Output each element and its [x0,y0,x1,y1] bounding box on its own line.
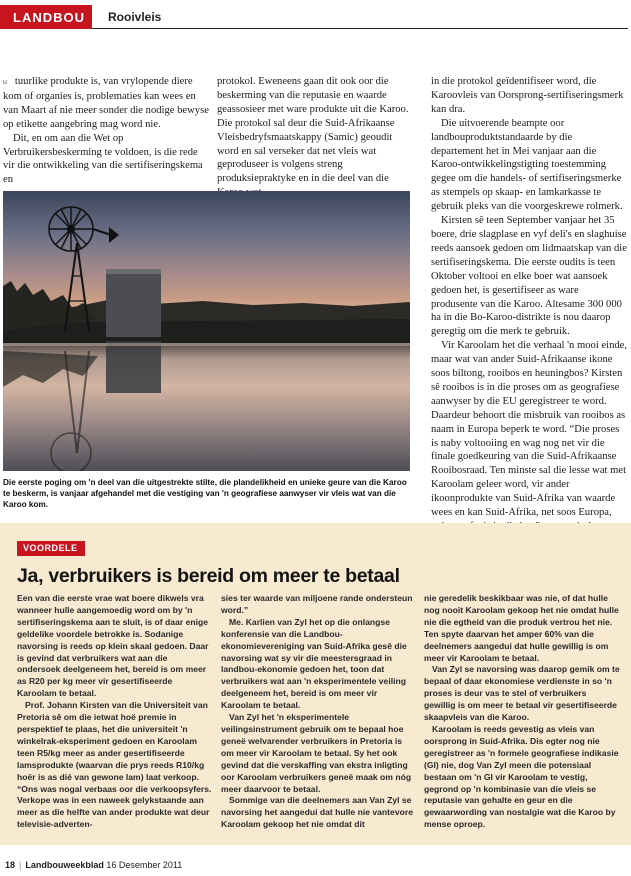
sidebar-paragraph: Me. Karlien van Zyl het op die onlangse konferensie van die Landbou-ekonomievereniging van Suid-Afrika gesê die navorsing wat sy vir die meestersgraad in landbou-ekonomie gedoen het, toon dat verbruikers wat aan 'n eksperimentele veiling deelgeneem het, bereid is om meer vir Karoolam te betaal. [221,616,407,711]
sidebar-tag: VOORDELE [17,541,85,556]
sidebar-column-2 [221,593,417,831]
article-column-1 [3,75,209,187]
article-paragraph: Kirsten sê teen September vanjaar het 35 boere, drie slagplase en vyf deli's en slaghuise reeds aansoek gedoen om lidmaatskap van die sertifiseringskema. Die eerste oudits is teen Oktober voltooi en elke boer wat aansoek gedoen het, is gesertifiseer as ware produsente van die Karoo. Altesame 300 000 ha in die Bo-Karoo-distrikte is nou daarop geregtig om die merk te gebruik. [431,215,627,338]
paragraph-mark: u [3,79,7,86]
sidebar-paragraph: Van Zyl se navorsing was daarop gemik om te bepaal of daar ekonomiese verdienste in so 'n proses is deur vas te stel of verbruikers gewillig is om meer te betaal vir gesertifiseerde skaapvleis van die Karoo. [424,664,620,723]
footer-separator: | [19,860,22,870]
article-paragraph: protokol. Eweneens gaan dit ook oor die beskerming van die reputasie en waarde geassosieer met ware produkte uit die Karoo. Die protokol sal deur die Suid-Afrikaanse Vleisbedryfsmaatskappy (Samic) geoudit word en sal verseker dat net vleis wat geproduseer is volgens streng produksiepraktyke en in die deel van die [217,76,409,185]
sidebar-paragraph: Een van die eerste vrae wat boere dikwels vra wanneer hulle aangemoedig word om by 'n sertifiseringskema aan te sluit, is of daar enige geldelike voordele betrokke is. Sodanige navorsing is reeds op klein skaal gedoen. Daar is gevind dat verbruikers wat aan die ondersoek deelgeneem het, bereid is om meer as R20 per kg meer vir gesertifiseerde Karoolam te betaal. [17,593,209,699]
sidebar-paragraph: nie geredelik beskikbaar was nie, of dat hulle nog nooit Karoolam gekoop het nie omdat hulle nie die egtheid van die produk vertrou het nie. Ten spyte daarvan het amper 60% van die deelnemers aangedui dat hulle gewillig is om meer vir Karoolam te betaal. [424,593,619,663]
sidebar-column-1 [17,593,213,831]
article-paragraph: Vir Karoolam het die verhaal 'n mooi einde, maar wat van ander Suid-Afrikaanse ikone soos biltong, rooibos en heuningbos? Kirsten sê rooibos is in die proses om as geografiese aanwyser by die EU geregistreer te word. Daardeur behoort die misbruik van rooibos as naam in Europa beperk te word. “Die proses is naby voltooiing en wag nog net vir die finale goedkeuring van die Suid-Afrikaanse Rooibosraad. Ten minste sal die lesse wat met Karoolam geleer word, vir ander ikoonprodukte van Suid-Afrika van waarde wees en kan Suid-Afrika, net soos Europa, [431,339,627,548]
sidebar-paragraph: Prof. Johann Kirsten van die Universiteit van Pretoria sê om die ietwat hoë premie in perspektief te plaas, het die universiteit 'n winkelrak-eksperiment gedoen en Karoolam teen R5/kg meer as ander gesertifiseerde lamsprodukte (waarvan die prys reeds R10/kg hoër is as dié van gewone lam) laat verkoop. “Ons was nogal verbaas oor die verkoopsyfers. Verkope was in een naweek gelykstaande aan meer as die helfte van ander produkte wat deur televisie-adverten- [17,700,212,830]
page-footer [5,860,182,870]
sidebar-title: Ja, verbruikers is bereid om meer te betaal [17,565,400,587]
photo-caption: Die eerste poging om 'n deel van die uitgestrekte stilte, die plandelikheid en unieke geure van die Karoo te beskerm, is vanjaar afgehandel met die vestiging van 'n geografiese aanwyser vir vleis wat van die Karoo kom. [3,478,407,509]
page-number: 18 [5,860,16,870]
section-title: Rooivleis [108,10,162,24]
article-paragraph: Dit, en om aan die Wet op Verbruikersbeskerming te voldoen, is die rede vir die ontwikkeling van die sertifiseringskema en [3,132,203,186]
article-paragraph: in die protokol geïdentifiseer word, die Karoovleis van Oorsprong-sertifiseringsmerk kan dra. [431,76,624,115]
publication-name: Landbouweekblad [25,860,104,870]
category-tag: LANDBOU [0,5,92,29]
article-column-2 [217,75,413,200]
sidebar-paragraph: Karoolam is reeds gevestig as vleis van oorsprong in Suid-Afrika. Dis egter nog nie geregistreer as 'n formele geografiese indikasie (GI) nie, dog Van Zyl meen die potensiaal bestaan om 'n GI vir Karoolam te vestig, gegrond op 'n kombinasie van die vleis se reputasie van gehalte en geur en die gewaarwording van nostalgie wat die Karoo by mense oproep. [424,723,619,830]
sidebar-paragraph: sies ter waarde van miljoene rande ondersteun word.” [221,593,413,615]
sidebar-paragraph: Van Zyl het 'n eksperimentele veilingsinstrument gebruik om te bepaal hoe geneë welvarender verbruikers in Pretoria is om meer vir Karoolam te betaal. Sy het ook gevind dat die verskaffing van ekstra inligting oor Karoolam verbruikers geneë maak om nóg meer daarvoor te betaal. [221,712,412,794]
issue-date: 16 Desember 2011 [106,860,183,870]
article-paragraph: u tuurlike produkte is, van vrylopende diere kom of organies is, problematies kan wees en van Maart af nie meer sonder die nodige bewyse op etikette aangebring mag word nie. [3,76,209,130]
header-rule [92,28,628,29]
karoo-windmill-photo [3,191,410,471]
article-column-3 [431,75,627,548]
sidebar-paragraph: Sommige van die deelnemers aan Van Zyl se navorsing het aangedui dat hulle nie vantevore Karoolam gekoop het nie omdat dit [221,795,413,830]
sidebar-column-3 [424,593,620,831]
article-paragraph: Die uitvoerende beampte oor landbouproduktstandaarde by die departement het in Mei vanjaar aan die Karoo-ontwikkelingstigting toestemming gegee om die handels- of sertifiseringsmerke as stempels op skaap- en lamkarkasse te gebruik pleks van die voorgeskrewe rolmerk. [431,117,623,213]
